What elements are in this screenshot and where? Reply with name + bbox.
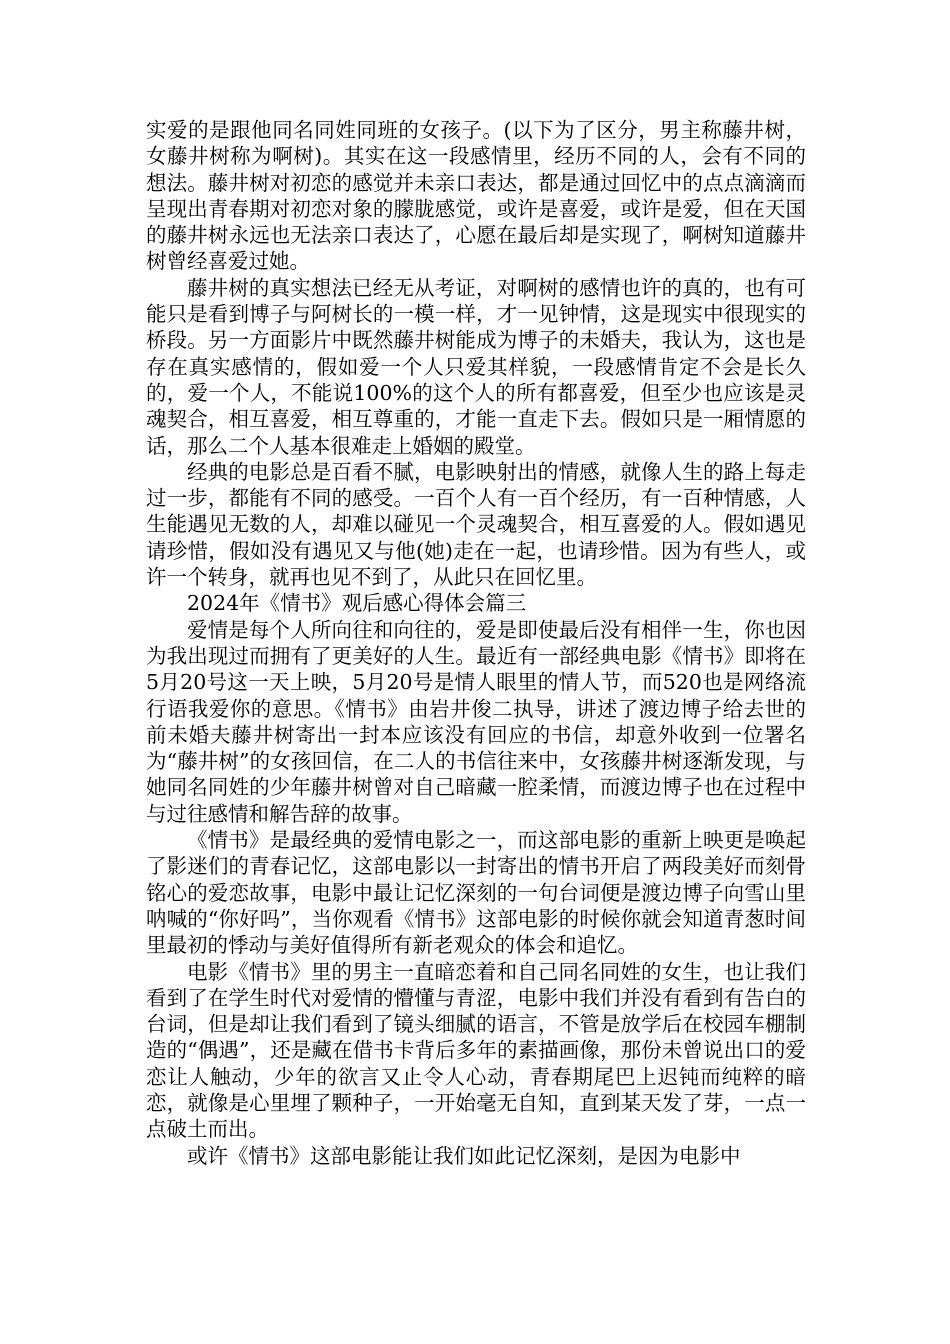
document-page: [146, 117, 806, 1169]
paragraph-4: 爱情是每个人所向往和向往的，爱是即使最后没有相伴一生，你也因为我出现过而拥有了更美好的人生。最近有一部经典电影《情书》即将在5月20号这一天上映，5月20号是情人眼里的情人节，而520也是网络流行语我爱你的意思。《情书》由岩井俊二执导，讲述了渡边博子给去世的前未婚夫藤井树寄出一封本应该没有回应的书信，却意外收到一位署名为“藤井树”的女孩回信，在二人的书信往来中，女孩藤井树逐渐发现，与她同名同姓的少年藤井树曾对自己暗藏一腔柔情，而渡边博子也在过程中与过往感情和解告辞的故事。: [146, 617, 806, 826]
paragraph-5: 《情书》是最经典的爱情电影之一，而这部电影的重新上映更是唤起了影迷们的青春记忆，这部电影以一封寄出的情书开启了两段美好而刻骨铭心的爱恋故事，电影中最让记忆深刻的一句台词便是渡边博子向雪山里呐喊的“你好吗”，当你观看《情书》这部电影的时候你就会知道青葱时间里最初的悸动与美好值得所有新老观众的体会和追忆。: [146, 828, 806, 958]
paragraph-7: 或许《情书》这部电影能让我们如此记忆深刻，是因为电影中: [187, 1143, 741, 1168]
paragraph-6: 电影《情书》里的男主一直暗恋着和自己同名同姓的女生，也让我们看到了在学生时代对爱情的懵懂与青涩，电影中我们并没有看到有告白的台词，但是却让我们看到了镜头细腻的语言，不管是放学后在校园车棚制造的“偶遇”，还是藏在借书卡背后多年的素描画像，那份未曾说出口的爱恋让人触动，少年的欲言又止令人心动，青春期尾巴上迟钝而纯粹的暗恋，就像是心里埋了颗种子，一开始毫无自知，直到某天发了芽，一点一点破土而出。: [146, 959, 806, 1142]
section-heading: 2024年《情书》观后感心得体会篇三: [187, 591, 527, 616]
paragraph-1: 实爱的是跟他同名同姓同班的女孩子。(以下为了区分，男主称藤井树，女藤井树称为啊树)。其实在这一段感情里，经历不同的人，会有不同的想法。藤井树对初恋的感觉并未亲口表达，都是通过回忆中的点点滴滴而呈现出青春期对初恋对象的朦胧感觉，或许是喜爱，或许是爱，但在天国的藤井树永远也无法亲口表达了，心愿在最后却是实现了，啊树知道藤井树曾经喜爱过她。: [146, 118, 806, 274]
paragraph-3: 经典的电影总是百看不腻，电影映射出的情感，就像人生的路上每走过一步，都能有不同的感受。一百个人有一百个经历，有一百种情感，人生能遇见无数的人，却难以碰见一个灵魂契合，相互喜爱的人。假如遇见请珍惜，假如没有遇见又与他(她)走在一起，也请珍惜。因为有些人，或许一个转身，就再也见不到了，从此只在回忆里。: [146, 459, 806, 590]
paragraph-2: 藤井树的真实想法已经无从考证，对啊树的感情也许的真的，也有可能只是看到博子与阿树长的一模一样，才一见钟情，这是现实中很现实的桥段。另一方面影片中既然藤井树能成为博子的未婚夫，我认为，这也是存在真实感情的，假如爱一个人只爱其样貌，一段感情肯定不会是长久的，爱一个人，不能说100%的这个人的所有都喜爱，但至少也应该是灵魂契合，相互喜爱，相互尊重的，才能一直走下去。假如只是一厢情愿的话，那么二个人基本很难走上婚姻的殿堂。: [146, 275, 806, 458]
